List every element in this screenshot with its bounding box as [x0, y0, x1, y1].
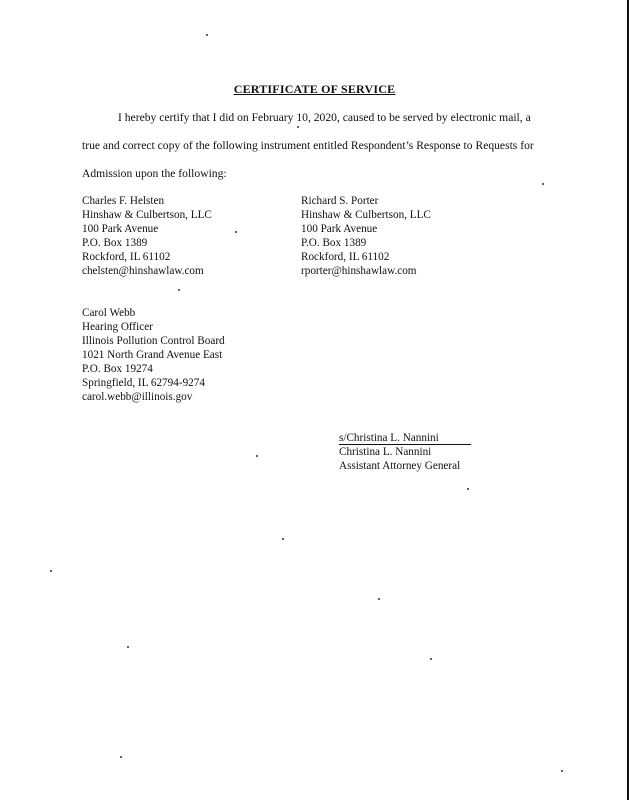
recipient-email: chelsten@hinshawlaw.com: [82, 265, 204, 277]
scan-speck: [50, 570, 52, 572]
recipient-address-porter: [301, 194, 431, 278]
recipient-street: 100 Park Avenue: [82, 223, 159, 235]
scan-speck: [178, 289, 180, 291]
recipient-firm: Hinshaw & Culbertson, LLC: [82, 209, 212, 221]
signature-block: [339, 431, 471, 473]
recipient-po-box: P.O. Box 1389: [301, 237, 367, 249]
recipient-email: carol.webb@illinois.gov: [82, 391, 193, 403]
scan-speck: [127, 646, 129, 648]
scan-speck: [235, 231, 237, 233]
recipient-address-webb: [82, 306, 225, 404]
recipient-name: Richard S. Porter: [301, 195, 379, 207]
recipient-city: Springfield, IL 62794-9274: [82, 377, 205, 389]
recipient-po-box: P.O. Box 19274: [82, 363, 153, 375]
recipient-role: Hearing Officer: [82, 321, 153, 333]
recipient-po-box: P.O. Box 1389: [82, 237, 148, 249]
recipient-city: Rockford, IL 61102: [82, 251, 171, 263]
certification-line-3: Admission upon the following:: [82, 167, 227, 180]
recipient-agency: Illinois Pollution Control Board: [82, 335, 225, 347]
scan-speck: [378, 598, 380, 600]
recipient-street: 100 Park Avenue: [301, 223, 378, 235]
scan-speck: [561, 770, 563, 772]
scan-speck: [256, 455, 258, 457]
signature-line: s/Christina L. Nannini: [339, 432, 471, 445]
scan-speck: [542, 183, 544, 185]
certification-line-2: true and correct copy of the following instrument entitled Respondent’s Response to Requests for: [82, 139, 534, 152]
recipient-street: 1021 North Grand Avenue East: [82, 349, 223, 361]
signer-title: Assistant Attorney General: [339, 460, 461, 472]
scan-speck: [120, 756, 122, 758]
scan-speck: [282, 538, 284, 540]
scan-speck: [467, 488, 469, 490]
scan-speck: [297, 126, 299, 128]
scan-speck: [206, 34, 208, 36]
recipient-email: rporter@hinshawlaw.com: [301, 265, 417, 277]
recipient-name: Carol Webb: [82, 307, 136, 319]
recipient-address-helsten: [82, 194, 212, 278]
signer-name: Christina L. Nannini: [339, 446, 432, 458]
recipient-city: Rockford, IL 61102: [301, 251, 390, 263]
recipient-name: Charles F. Helsten: [82, 195, 165, 207]
recipient-firm: Hinshaw & Culbertson, LLC: [301, 209, 431, 221]
document-title: CERTIFICATE OF SERVICE: [233, 82, 396, 96]
certification-line-1: I hereby certify that I did on February 10, 2020, caused to be served by electronic mail, a: [118, 111, 531, 124]
scan-speck: [430, 658, 432, 660]
